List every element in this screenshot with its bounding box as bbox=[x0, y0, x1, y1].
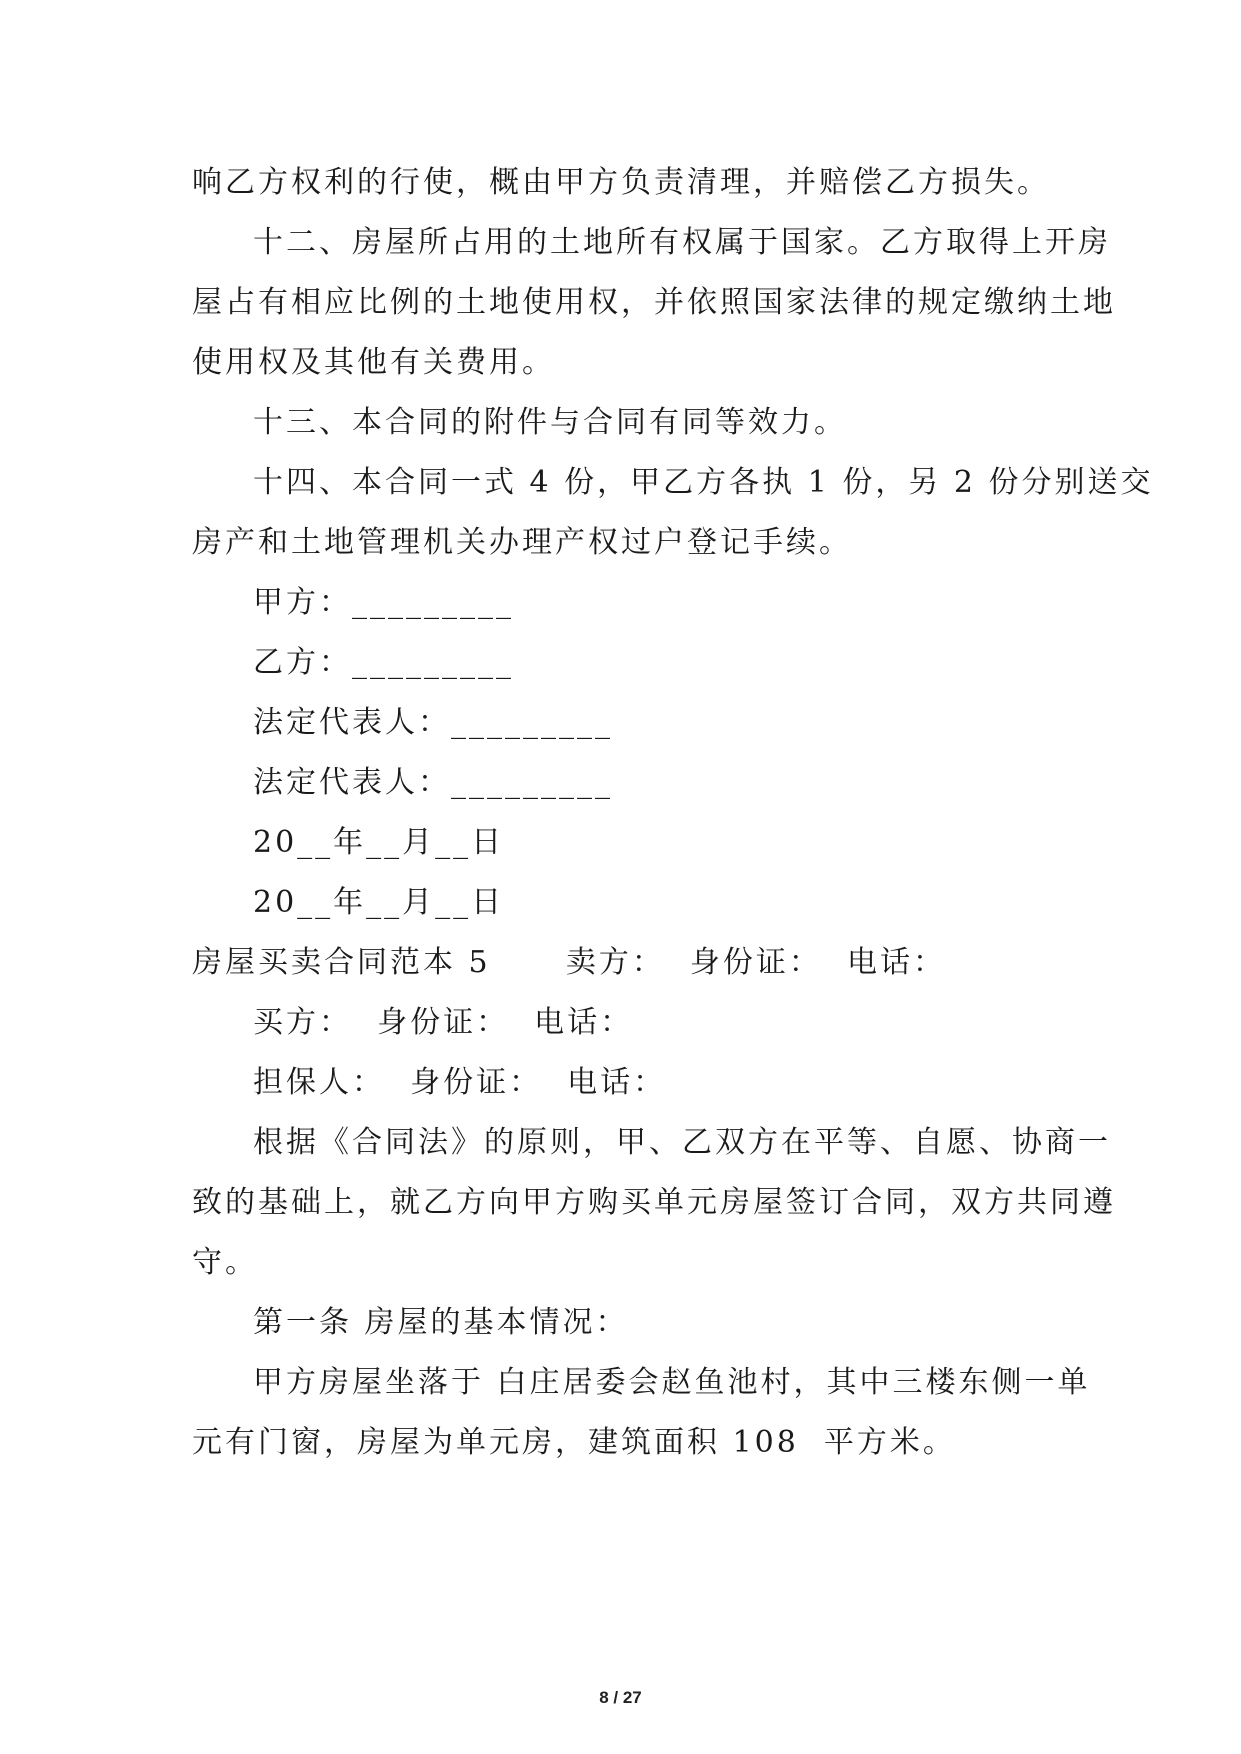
section-heading: 房屋买卖合同范本 5 卖方： 身份证： 电话： bbox=[192, 945, 946, 980]
text-line: 十三、本合同的附件与合同有同等效力。 bbox=[253, 405, 847, 440]
page-number: 8 / 27 bbox=[599, 1688, 642, 1707]
text-line: 致的基础上，就乙方向甲方购买单元房屋签订合同，双方共同遵 bbox=[192, 1185, 1116, 1220]
text-line: 根据《合同法》的原则，甲、乙双方在平等、自愿、协商一 bbox=[253, 1125, 1111, 1160]
text-line: 十二、房屋所占用的土地所有权属于国家。乙方取得上开房 bbox=[253, 225, 1111, 260]
text-line: 响乙方权利的行使，概由甲方负责清理，并赔偿乙方损失。 bbox=[192, 165, 1050, 200]
text-line: 使用权及其他有关费用。 bbox=[192, 345, 555, 380]
text-line: 屋占有相应比例的土地使用权，并依照国家法律的规定缴纳土地 bbox=[192, 285, 1116, 320]
text-line: 担保人： 身份证： 电话： bbox=[253, 1065, 667, 1100]
article-heading: 第一条 房屋的基本情况： bbox=[253, 1305, 629, 1340]
date-line: 20__年__月__日 bbox=[253, 885, 505, 920]
text-line: 房产和土地管理机关办理产权过户登记手续。 bbox=[192, 525, 852, 560]
signature-party-b: 乙方：_________ bbox=[253, 645, 514, 680]
text-line: 十四、本合同一式 4 份，甲乙方各执 1 份，另 2 份分别送交 bbox=[253, 465, 1154, 500]
text-line: 元有门窗，房屋为单元房，建筑面积 108 平方米。 bbox=[192, 1425, 956, 1460]
date-line: 20__年__月__日 bbox=[253, 825, 505, 860]
text-line: 甲方房屋坐落于 白庄居委会赵鱼池村，其中三楼东侧一单 bbox=[253, 1365, 1091, 1400]
signature-party-a: 甲方：_________ bbox=[253, 585, 514, 620]
legal-representative: 法定代表人：_________ bbox=[253, 705, 613, 740]
text-line: 守。 bbox=[192, 1245, 258, 1280]
legal-representative: 法定代表人：_________ bbox=[253, 765, 613, 800]
text-line: 买方： 身份证： 电话： bbox=[253, 1005, 634, 1040]
